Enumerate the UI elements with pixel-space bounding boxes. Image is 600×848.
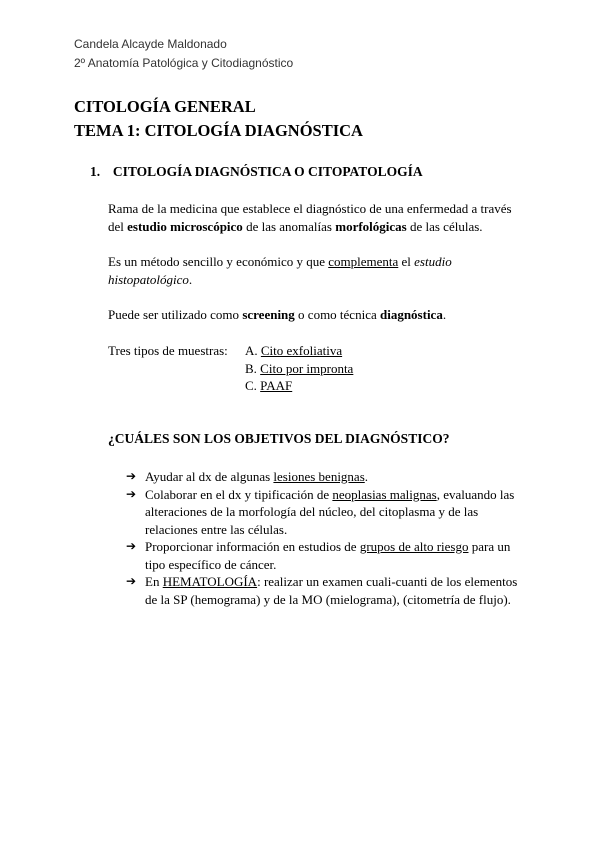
usage-paragraph: [108, 306, 528, 324]
text-run: de las células.: [406, 218, 483, 234]
text-run: Proporcionar información en estudios de: [145, 539, 360, 554]
option-text: Cito exfoliativa: [260, 343, 343, 358]
method-paragraph: [108, 253, 528, 288]
list-item: [126, 573, 530, 608]
section1-number: 1.: [90, 164, 101, 179]
author-name: Candela Alcayde Maldonado: [74, 37, 227, 51]
sample-option: [245, 377, 292, 395]
bold-term: estudio microscópico: [127, 218, 243, 234]
text-run: o como técnica: [294, 307, 380, 322]
underlined-term: lesiones benignas: [273, 469, 365, 484]
list-item: [126, 538, 530, 573]
section1-heading-text: CITOLOGÍA DIAGNÓSTICA O CITOPATOLOGÍA: [112, 164, 423, 179]
text-run: En: [145, 574, 163, 589]
text-run: de las anomalías: [242, 218, 336, 234]
text-run: Ayudar al dx de algunas: [145, 469, 274, 484]
text-run: Rama de la medicina que establece el diagnóstico de una enfermedad a través del: [108, 201, 512, 234]
arrow-right-icon: ➔: [126, 539, 137, 553]
list-item: [126, 486, 530, 539]
option-letter: B.: [245, 360, 257, 376]
italic-term: estudio histopatológico: [108, 254, 452, 287]
text-run: , evaluando las alteraciones de la morfología del núcleo, del citoplasma y de las relaciones entre las células.: [145, 486, 515, 537]
arrow-right-icon: ➔: [126, 486, 137, 501]
sample-option: [245, 342, 342, 360]
bold-term: diagnóstica: [379, 307, 443, 322]
option-letter: C.: [245, 378, 257, 393]
text-run: .: [188, 271, 193, 287]
text-run: el: [398, 254, 415, 269]
text-run: .: [442, 307, 447, 322]
section1-heading: [90, 164, 423, 180]
subject-title: CITOLOGÍA GENERAL: [74, 97, 256, 116]
text-run: .: [364, 469, 369, 484]
text-run: Colaborar en el dx y tipificación de: [145, 486, 333, 502]
sample-types-label: Tres tipos de muestras:: [108, 343, 228, 358]
arrow-right-icon: ➔: [126, 469, 137, 483]
text-run: Es un método sencillo y económico y que: [108, 254, 329, 269]
underlined-term: grupos de alto riesgo: [359, 539, 469, 554]
text-run: para un tipo específico de cáncer.: [145, 539, 511, 572]
arrow-right-icon: ➔: [126, 574, 137, 588]
option-letter: A.: [245, 343, 258, 358]
sample-option: [245, 360, 353, 378]
underlined-term: HEMATOLOGÍA: [162, 574, 258, 589]
option-text: PAAF: [260, 378, 293, 393]
text-run: Puede ser utilizado como: [108, 307, 243, 322]
bold-term: screening: [242, 307, 295, 322]
course-name: 2º Anatomía Patológica y Citodiagnóstico: [74, 56, 294, 70]
text-run: : realizar un examen cuali-cuanti de los elementos de la SP (hemograma) y de la MO (mielograma), (citometría de flujo).: [145, 574, 518, 607]
definition-paragraph: [108, 200, 528, 235]
bold-term: morfológicas: [335, 218, 407, 234]
section2-heading: ¿CUÁLES SON LOS OBJETIVOS DEL DIAGNÓSTICO?: [108, 431, 450, 446]
objectives-list: [126, 468, 530, 608]
option-text: Cito por impronta: [260, 360, 354, 376]
topic-title: TEMA 1: CITOLOGÍA DIAGNÓSTICA: [74, 121, 363, 140]
list-item: [126, 468, 530, 486]
underlined-term: complementa: [328, 254, 399, 269]
underlined-term: neoplasias malignas: [332, 486, 437, 502]
